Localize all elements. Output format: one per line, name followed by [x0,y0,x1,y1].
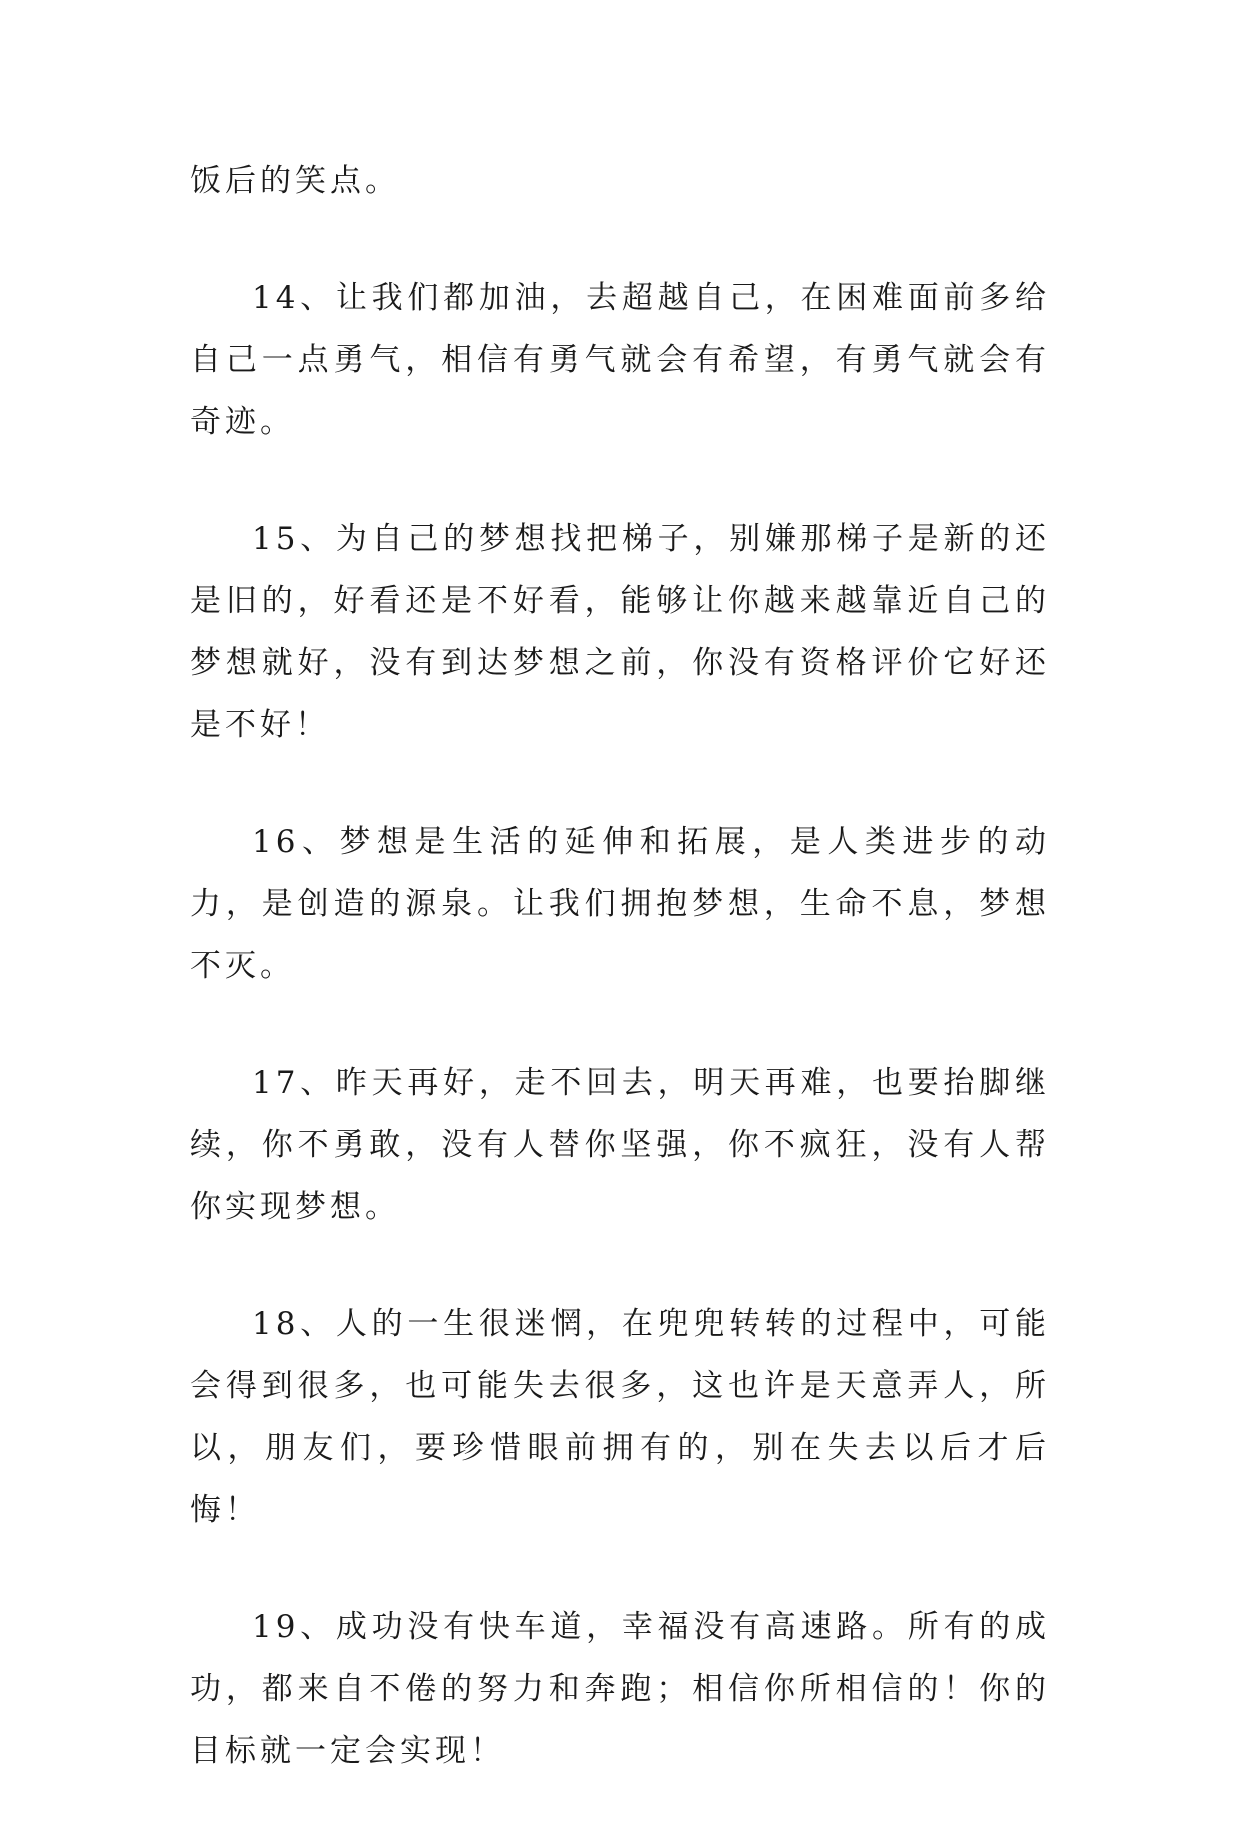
paragraph-15: 15、为自己的梦想找把梯子，别嫌那梯子是新的还是旧的，好看还是不好看，能够让你越来越靠近自己的梦想就好，没有到达梦想之前，你没有资格评价它好还是不好！ [190,521,1050,743]
paragraph-continuation: 饭后的笑点。 [190,163,400,199]
paragraph-17: 17、昨天再好，走不回去，明天再难，也要抬脚继续，你不勇敢，没有人替你坚强，你不疯狂，没有人帮你实现梦想。 [190,1065,1050,1225]
document-body [190,150,1050,1837]
paragraph-18: 18、人的一生很迷惘，在兜兜转转的过程中，可能会得到很多，也可能失去很多，这也许是天意弄人，所以，朋友们，要珍惜眼前拥有的，别在失去以后才后悔！ [190,1306,1050,1528]
paragraph-19: 19、成功没有快车道，幸福没有高速路。所有的成功，都来自不倦的努力和奔跑；相信你所相信的！你的目标就一定会实现！ [190,1609,1050,1769]
paragraph-16: 16、梦想是生活的延伸和拓展，是人类进步的动力，是创造的源泉。让我们拥抱梦想，生命不息，梦想不灭。 [190,824,1050,984]
paragraph-14: 14、让我们都加油，去超越自己，在困难面前多给自己一点勇气，相信有勇气就会有希望，有勇气就会有奇迹。 [190,280,1050,440]
